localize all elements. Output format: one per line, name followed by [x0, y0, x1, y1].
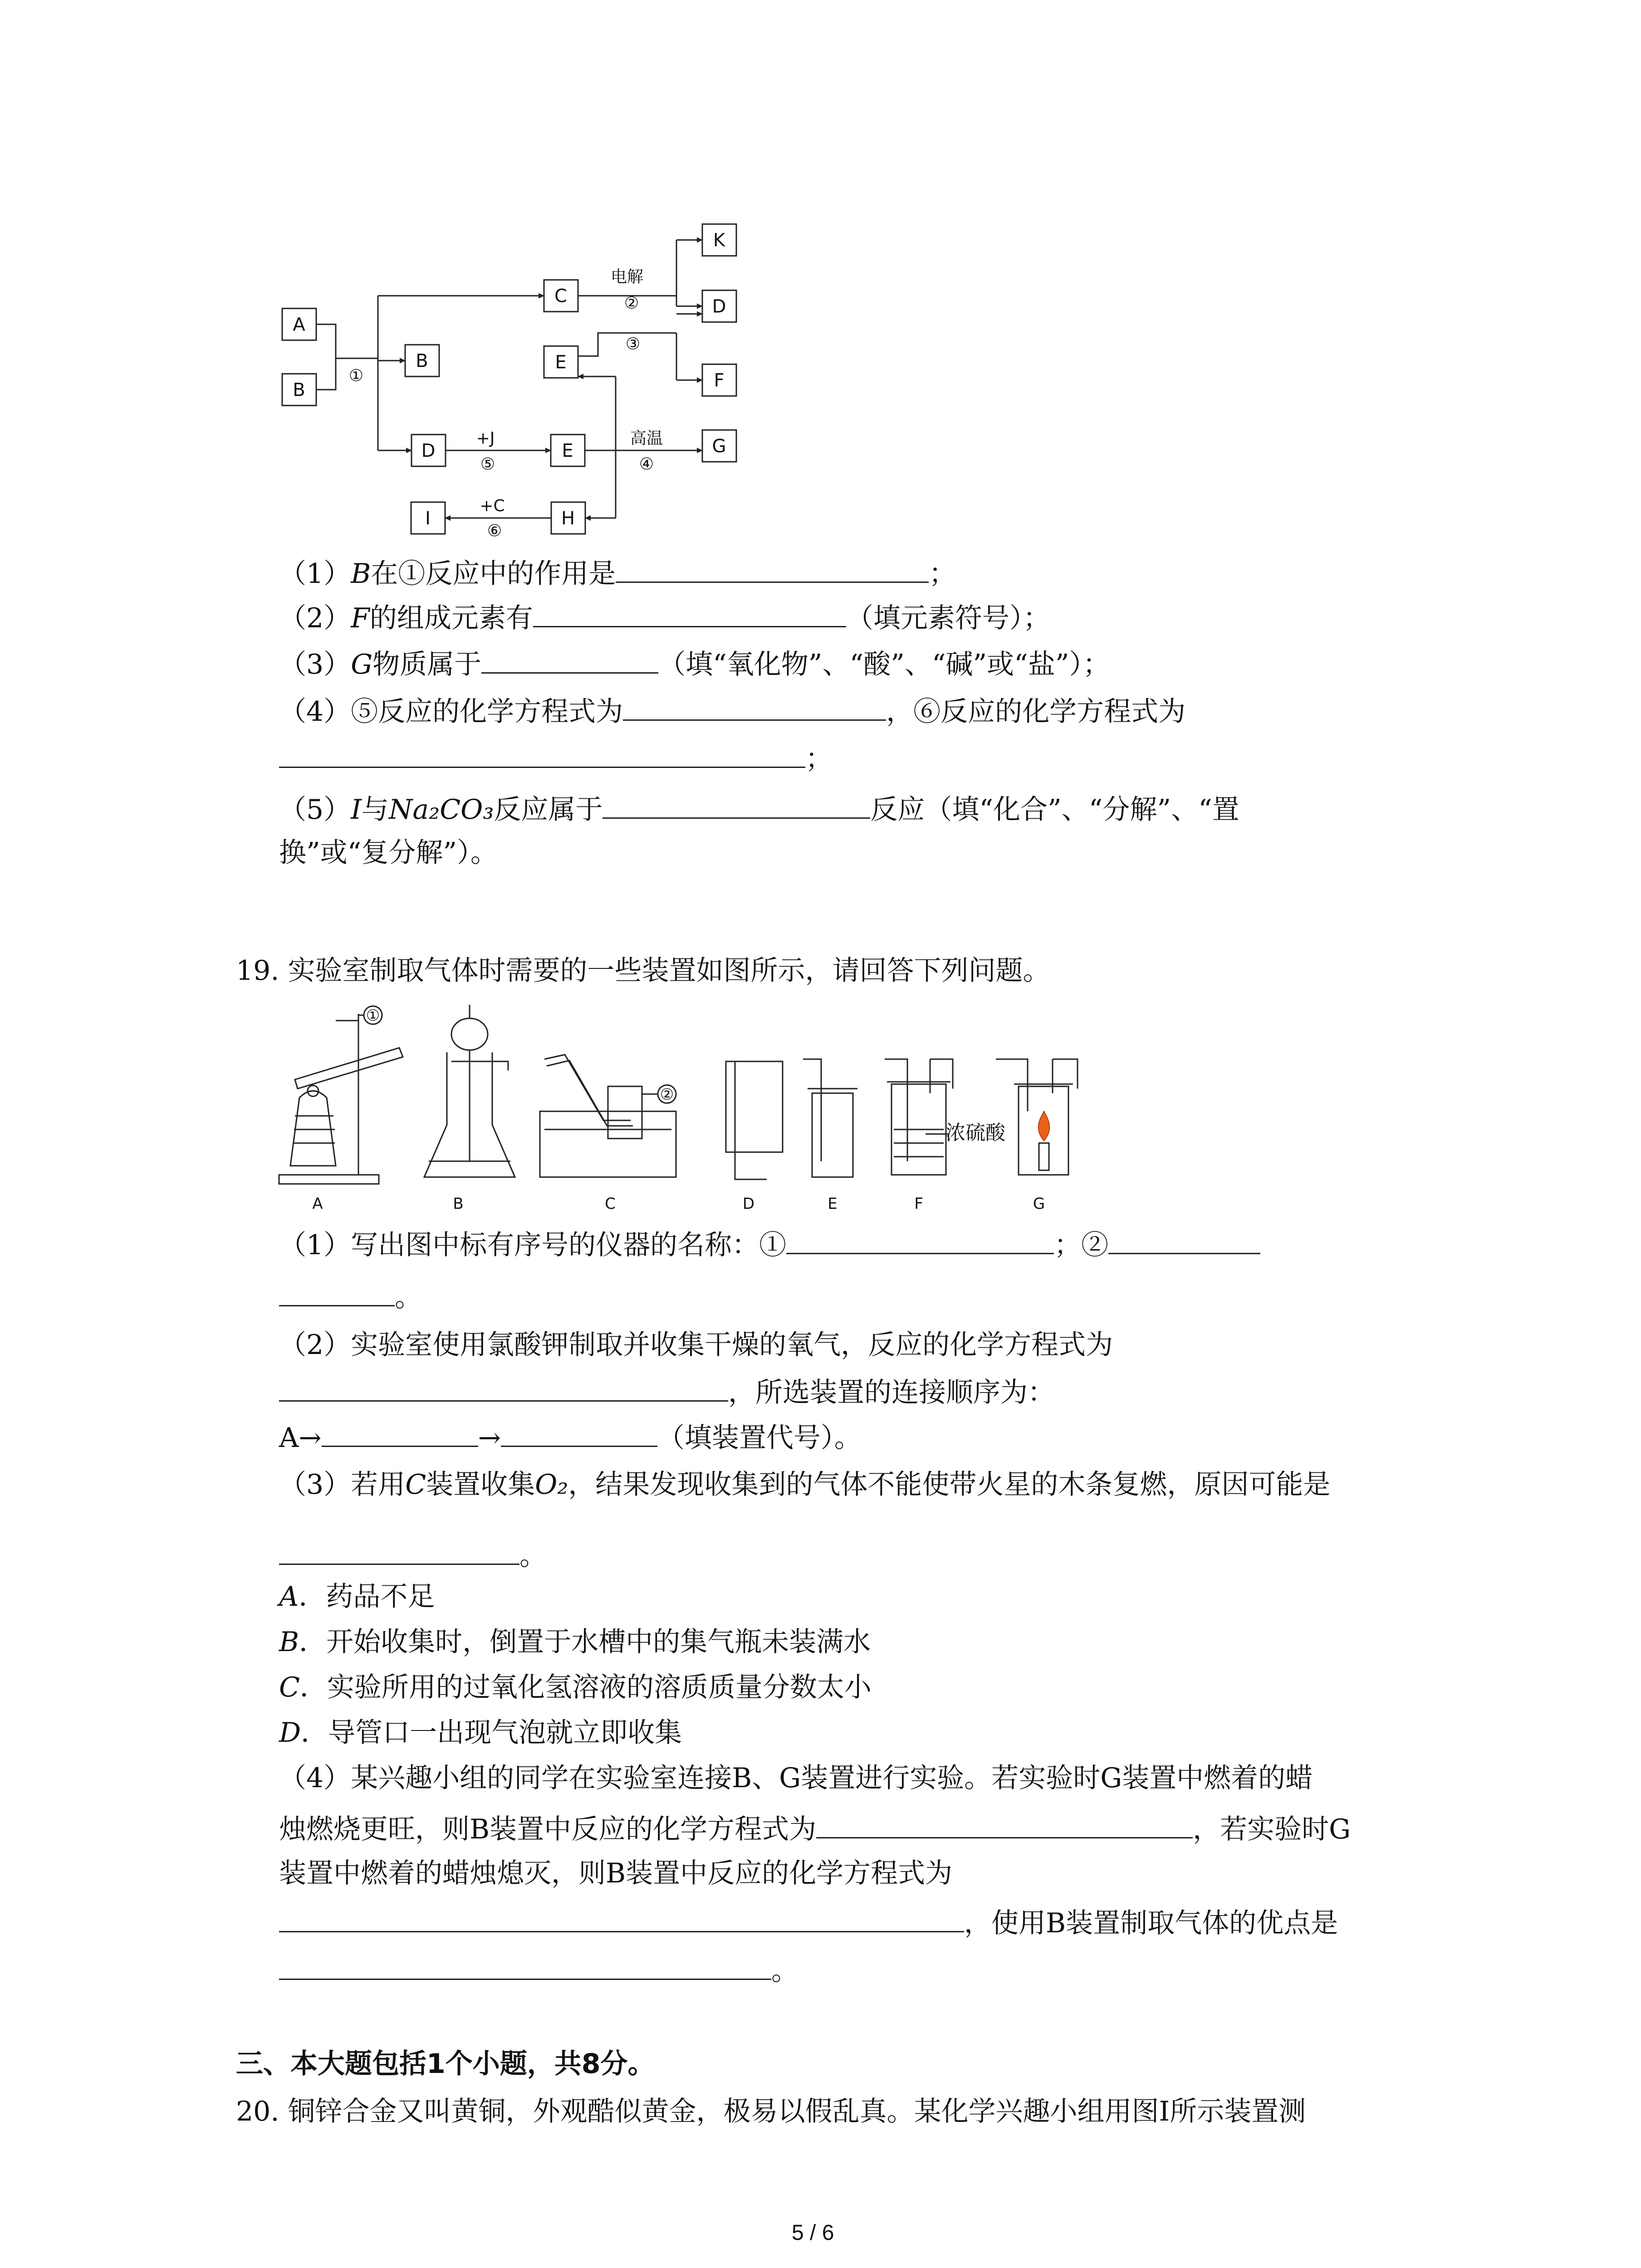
answer-blank-q19-1c[interactable]	[279, 1277, 395, 1306]
q19-option-A[interactable]: A．药品不足	[279, 1581, 435, 1613]
apparatus-D	[726, 1061, 783, 1179]
answer-blank-q18-1[interactable]	[616, 553, 929, 583]
q18-part5-cont: 换”或“复分解”）。	[279, 837, 498, 869]
q19-part1: （1）写出图中标有序号的仪器的名称：① ；②	[279, 1225, 1260, 1263]
answer-blank-q19-1b[interactable]	[1108, 1225, 1260, 1254]
answer-blank-q19-2a[interactable]	[279, 1372, 728, 1402]
q19-part4: （4）某兴趣小组的同学在实验室连接B、G装置进行实验。若实验时G装置中燃着的蜡	[279, 1762, 1313, 1794]
answer-blank-q18-5[interactable]	[603, 789, 870, 819]
q19-part2-order: A→ → （填装置代号）。	[279, 1418, 862, 1456]
q19-part4-line5: 。	[279, 1950, 798, 1989]
q19-part2-cont: ，所选装置的连接顺序为：	[279, 1372, 1055, 1411]
apparatus-label-F: F	[914, 1195, 923, 1213]
reaction-label-6: ⑥	[487, 522, 502, 540]
apparatus-G	[996, 1059, 1078, 1175]
candle-flame-icon	[1038, 1111, 1050, 1141]
node-label-I: I	[425, 508, 431, 529]
apparatus-label-B: B	[453, 1195, 464, 1213]
node-label-E-mid: E	[562, 440, 573, 461]
reaction-label-5: ⑤	[480, 455, 495, 474]
q20-text: 20. 铜锌合金又叫黄铜，外观酷似黄金，极易以假乱真。某化学兴趣小组用图Ⅰ所示装置测	[236, 2096, 1306, 2127]
high-temp-label: 高温	[630, 429, 663, 448]
apparatus-label-C: C	[605, 1195, 616, 1213]
answer-blank-q18-3[interactable]	[481, 644, 658, 674]
answer-blank-q19-1a[interactable]	[786, 1225, 1054, 1254]
node-label-D-left: D	[421, 440, 436, 461]
reaction-label-1: ①	[348, 367, 364, 385]
page-number: 5 / 6	[792, 2221, 834, 2245]
apparatus-label-E: E	[828, 1195, 838, 1213]
section-heading: 三、本大题包括1个小题，共8分。	[236, 2048, 655, 2080]
q19-part4-line3: 装置中燃着的蜡烛熄灭，则B装置中反应的化学方程式为	[279, 1857, 953, 1889]
node-label-B-input: B	[293, 380, 305, 401]
node-label-K: K	[713, 230, 725, 251]
apparatus-label-G: G	[1033, 1195, 1045, 1213]
answer-blank-q19-4b[interactable]	[279, 1903, 964, 1932]
q18-part5: （5）I与Na₂CO₃反应属于 反应（填“化合”、“分解”、“置	[279, 789, 1239, 828]
node-label-B: B	[416, 351, 428, 371]
node-label-F: F	[714, 370, 725, 391]
q19-title: 19. 实验室制取气体时需要的一些装置如图所示，请回答下列问题。	[236, 955, 1050, 987]
reaction-label-4: ④	[639, 455, 654, 474]
q19-option-C[interactable]: C．实验所用的过氧化氢溶液的溶质质量分数太小	[279, 1672, 872, 1703]
q19-part3-cont: 。	[279, 1535, 547, 1574]
q18-part3: （3）G物质属于 （填“氧化物”、“酸”、“碱”或“盐”）；	[279, 644, 1110, 683]
answer-blank-q18-4b[interactable]	[279, 738, 805, 768]
answer-blank-q18-2[interactable]	[533, 598, 846, 627]
node-label-C: C	[554, 286, 567, 307]
marker-2-label: ②	[660, 1085, 674, 1104]
electrolysis-label: 电解	[610, 268, 644, 286]
answer-blank-q19-2c[interactable]	[501, 1418, 657, 1447]
q19-part4-line4: ，使用B装置制取气体的优点是	[279, 1903, 1338, 1941]
q19-part3: （3）若用C装置收集O₂，结果发现收集到的气体不能使带火星的木条复燃，原因可能是	[279, 1469, 1331, 1501]
reaction-label-2: ②	[624, 294, 639, 313]
q19-part1-cont: 。	[279, 1277, 422, 1315]
node-label-E-top: E	[555, 352, 567, 373]
answer-blank-q19-4a[interactable]	[816, 1809, 1193, 1838]
node-label-A: A	[293, 314, 305, 335]
apparatus-E	[803, 1059, 857, 1177]
answer-blank-q19-2b[interactable]	[322, 1418, 478, 1447]
answer-blank-q19-4c[interactable]	[279, 1950, 771, 1980]
sulfuric-acid-label: 浓硫酸	[945, 1121, 1005, 1144]
node-label-H: H	[561, 508, 575, 529]
marker-1-label: ①	[366, 1007, 380, 1025]
answer-blank-q19-3[interactable]	[279, 1535, 519, 1565]
lab-apparatus-figure	[272, 1002, 1089, 1238]
q18-part1: （1）B在①反应中的作用是 ；	[279, 553, 956, 592]
plus-c-label: +C	[480, 497, 505, 515]
q18-part2: （2）F的组成元素有 （填元素符号）；	[279, 598, 1050, 636]
apparatus-F	[885, 1059, 953, 1175]
node-label-D-right: D	[712, 296, 726, 317]
apparatus-B	[424, 1005, 515, 1177]
apparatus-label-A: A	[312, 1195, 323, 1213]
q18-part4: （4）⑤反应的化学方程式为 ，⑥反应的化学方程式为	[279, 691, 1185, 730]
q19-option-B[interactable]: B．开始收集时，倒置于水槽中的集气瓶未装满水	[279, 1626, 871, 1658]
q19-part2: （2）实验室使用氯酸钾制取并收集干燥的氧气，反应的化学方程式为	[279, 1329, 1113, 1361]
plus-j-label: +J	[476, 429, 495, 448]
reaction-flow-diagram	[272, 218, 771, 544]
q18-part4-cont: ；	[279, 738, 833, 777]
reaction-label-3: ③	[625, 335, 641, 353]
apparatus-C	[540, 1055, 676, 1177]
q19-option-D[interactable]: D．导管口一出现气泡就立即收集	[279, 1717, 682, 1749]
apparatus-label-D: D	[742, 1195, 755, 1213]
answer-blank-q18-4a[interactable]	[623, 691, 886, 721]
apparatus-A	[279, 1014, 403, 1184]
q19-part4-line2: 烛燃烧更旺，则B装置中反应的化学方程式为 ，若实验时G	[279, 1809, 1351, 1848]
node-label-G: G	[712, 436, 726, 457]
